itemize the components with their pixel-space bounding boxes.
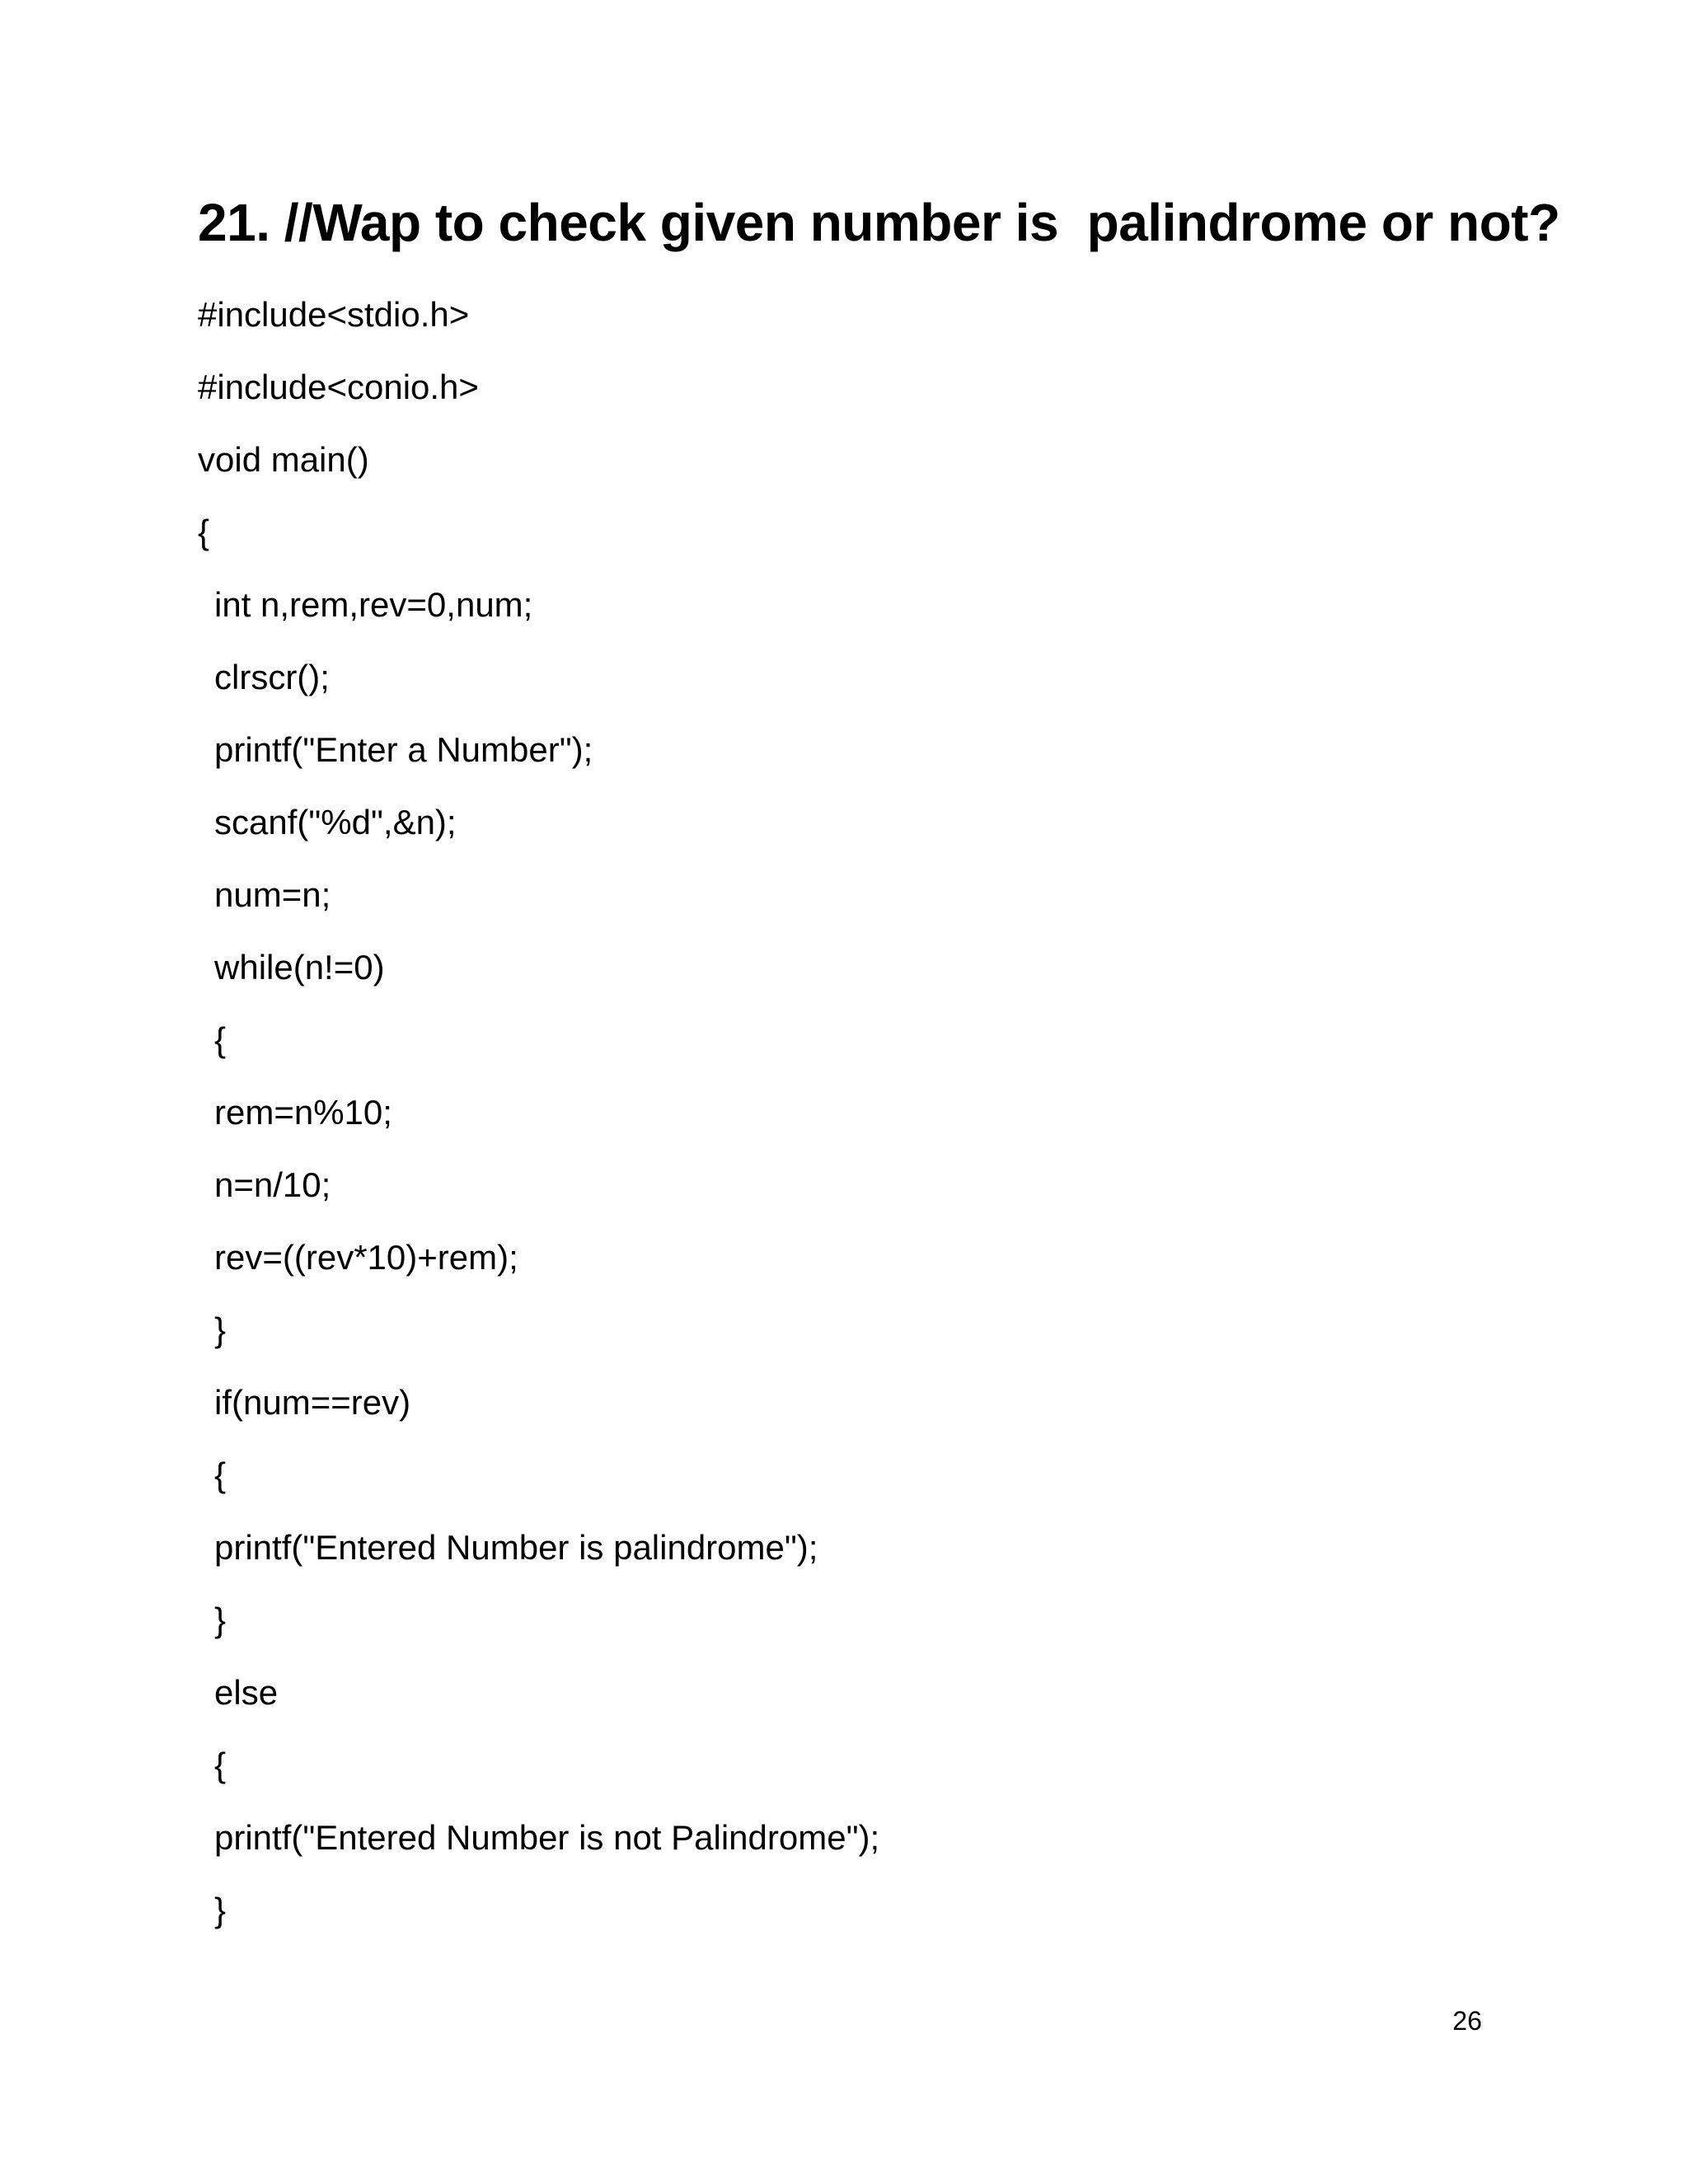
code-line: { (198, 513, 210, 551)
code-line: } (214, 1601, 227, 1639)
code-line: #include<conio.h> (198, 368, 479, 406)
code-line: clrscr(); (214, 658, 330, 696)
code-line: int n,rem,rev=0,num; (214, 585, 533, 624)
code-line: if(num==rev) (214, 1383, 411, 1422)
code-line: scanf("%d",&n); (214, 803, 457, 841)
code-line: } (214, 1891, 227, 1929)
page-title: 21. //Wap to check given number is palindrome or not? (198, 193, 1560, 252)
code-line: void main() (198, 440, 369, 479)
code-line: else (214, 1673, 279, 1712)
code-line: { (214, 1746, 227, 1784)
code-line: printf("Enter a Number"); (214, 730, 593, 769)
code-line: { (214, 1020, 227, 1059)
code-line: printf("Entered Number is not Palindrome"); (214, 1818, 880, 1857)
code-line: printf("Entered Number is palindrome"); (214, 1528, 818, 1567)
code-line: #include<stdio.h> (198, 295, 470, 334)
code-line: num=n; (214, 875, 331, 914)
code-line: } (214, 1310, 227, 1349)
code-line: while(n!=0) (214, 948, 385, 987)
code-line: n=n/10; (214, 1165, 331, 1204)
code-line: rem=n%10; (214, 1093, 392, 1132)
code-listing (198, 290, 879, 1958)
code-line: rev=((rev*10)+rem); (214, 1238, 518, 1277)
code-line: { (214, 1455, 227, 1494)
page-number: 26 (1452, 2006, 1482, 2036)
